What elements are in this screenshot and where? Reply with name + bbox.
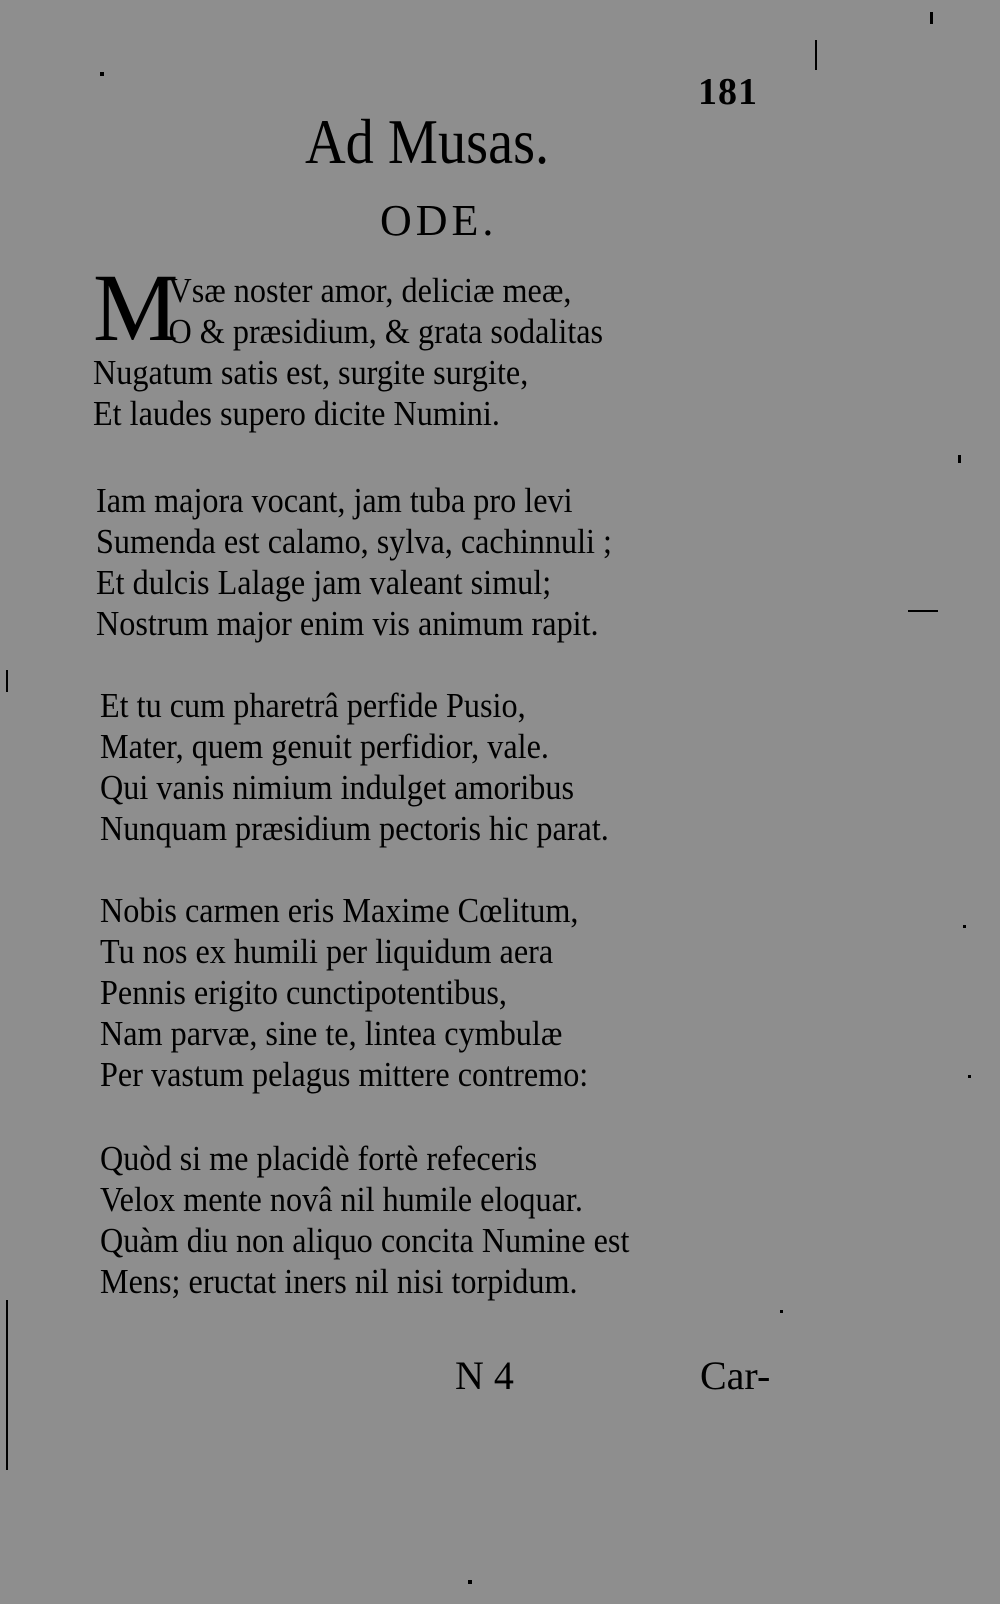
poem-title: Ad Musas. (305, 106, 550, 177)
verse-line: Et tu cum pharetrâ perfide Pusio, (100, 686, 526, 725)
stanza-2 (96, 480, 816, 644)
scan-speck (963, 925, 966, 928)
verse-line: Qui vanis nimium indulget amoribus (100, 768, 575, 807)
verse-line: Et laudes supero dicite Numini. (93, 394, 500, 433)
scan-speck (468, 1580, 472, 1584)
poem-subtitle: ODE. (380, 196, 498, 245)
stanza-3 (100, 685, 820, 849)
signature-mark: N 4 (455, 1353, 514, 1398)
verse-line: Nunquam præsidium pectoris hic parat. (100, 809, 609, 848)
drop-capital: M (93, 254, 179, 361)
scan-speck (780, 1310, 783, 1313)
scan-speck (930, 12, 933, 24)
verse-line: Nugatum satis est, surgite surgite, (93, 353, 529, 392)
page-number: 181 (698, 71, 758, 113)
scan-speck (968, 1075, 971, 1078)
verse-line: Mater, quem genuit perfidior, vale. (100, 727, 549, 766)
verse-line: Mens; eructat iners nil nisi torpidum. (100, 1262, 578, 1301)
stanza-4 (100, 890, 820, 1095)
verse-line: Nostrum major enim vis animum rapit. (96, 604, 599, 643)
stanza-5 (100, 1138, 820, 1302)
verse-line: Et dulcis Lalage jam valeant simul; (96, 563, 552, 602)
verse-line: Iam majora vocant, jam tuba pro levi (96, 481, 573, 520)
verse-line: Quàm diu non aliquo concita Numine est (100, 1221, 630, 1260)
verse-line: Per vastum pelagus mittere contremo: (100, 1055, 589, 1094)
scan-speck (958, 455, 961, 463)
scan-speck (6, 670, 8, 692)
verse-line: Pennis erigito cunctipotentibus, (100, 973, 507, 1012)
catchword: Car- (700, 1353, 771, 1398)
scan-speck (6, 1300, 8, 1470)
verse-line: Velox mente novâ nil humile eloquar. (100, 1180, 583, 1219)
verse-line: Tu nos ex humili per liquidum aera (100, 932, 554, 971)
verse-line: O & præsidium, & grata sodalitas (168, 312, 604, 351)
scan-speck (908, 610, 938, 612)
stanza-1 (93, 254, 813, 434)
scan-speck (100, 72, 104, 76)
scan-speck (815, 40, 817, 70)
verse-line: Vsæ noster amor, deliciæ meæ, (168, 271, 572, 310)
verse-line: Sumenda est calamo, sylva, cachinnuli ; (96, 522, 612, 561)
verse-line: Quòd si me placidè fortè refeceris (100, 1139, 538, 1178)
verse-line: Nobis carmen eris Maxime Cœlitum, (100, 891, 579, 930)
verse-line: Nam parvæ, sine te, lintea cymbulæ (100, 1014, 563, 1053)
